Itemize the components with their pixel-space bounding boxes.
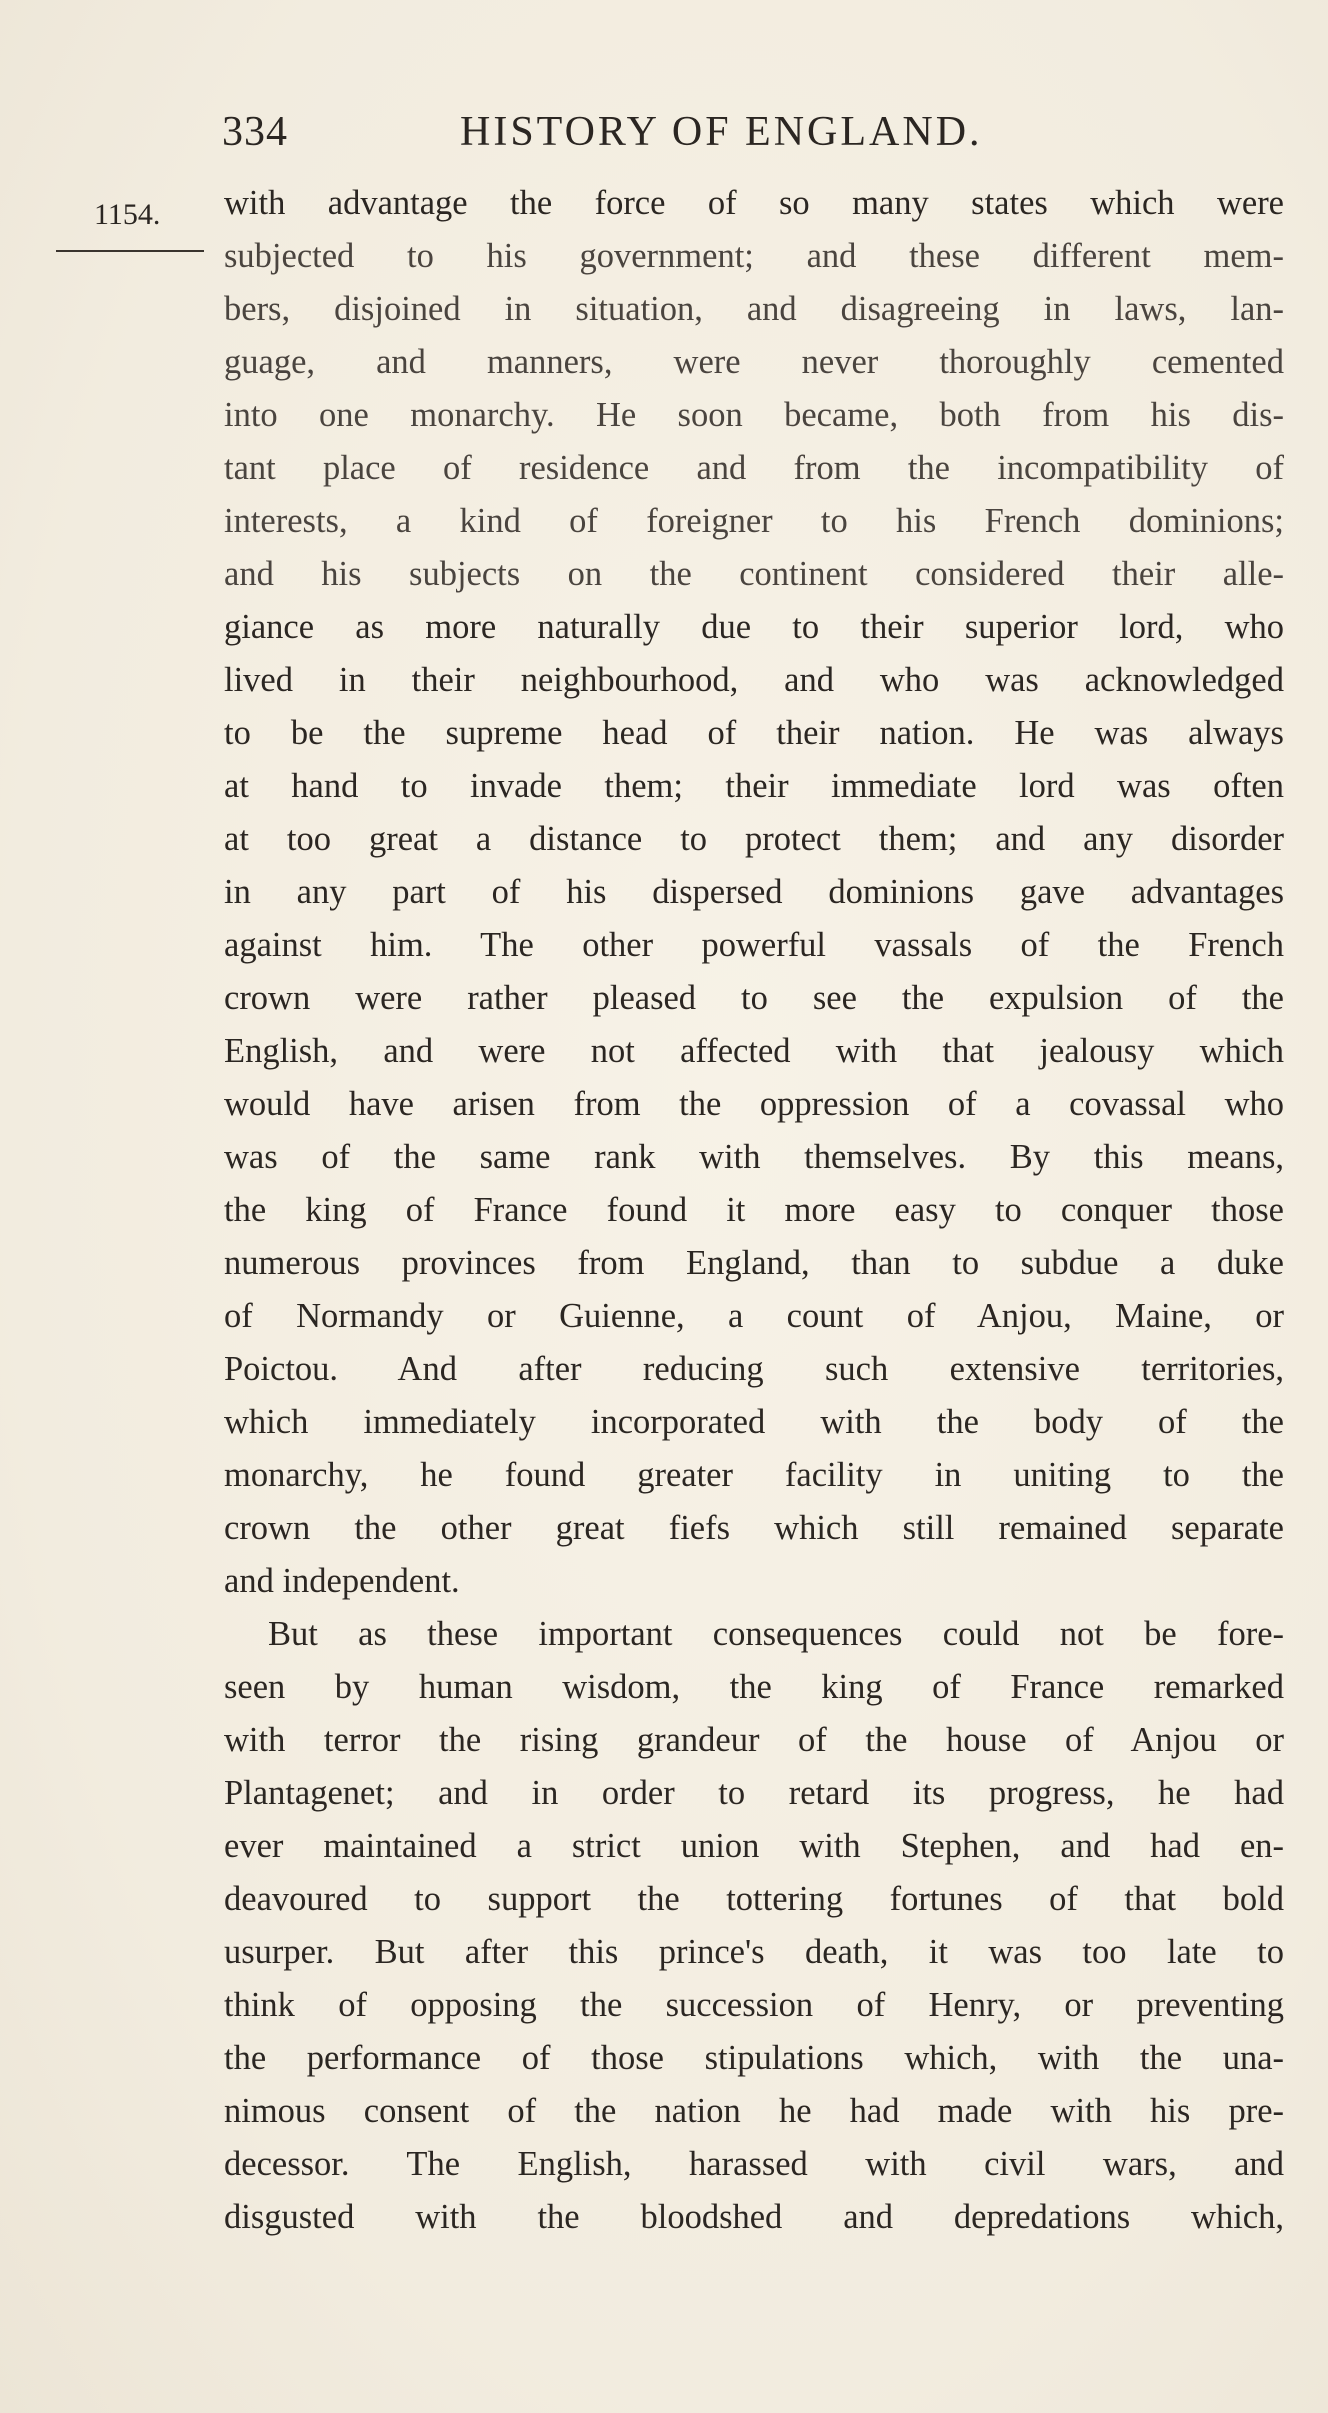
text-line: tant place of residence and from the incompatibility of [224,449,1284,487]
text-line: English, and were not affected with that jealousy which [224,1032,1284,1070]
text-line: interests, a kind of foreigner to his French dominions; [224,502,1284,540]
text-line: giance as more naturally due to their superior lord, who [224,608,1284,646]
text-line: deavoured to support the tottering fortunes of that bold [224,1880,1284,1918]
text-line: crown were rather pleased to see the expulsion of the [224,979,1284,1017]
text-line: think of opposing the succession of Henry, or preventing [224,1986,1284,2024]
margin-rule [56,250,204,252]
text-line: bers, disjoined in situation, and disagreeing in laws, lan- [224,290,1284,328]
text-line: would have arisen from the oppression of a covassal who [224,1085,1284,1123]
text-line: in any part of his dispersed dominions gave advantages [224,873,1284,911]
text-line: to be the supreme head of their nation. He was always [224,714,1284,752]
text-line: the king of France found it more easy to conquer those [224,1191,1284,1229]
text-line: at too great a distance to protect them; and any disorder [224,820,1284,858]
text-line: and independent. [224,1562,460,1600]
text-line: Plantagenet; and in order to retard its progress, he had [224,1774,1284,1812]
text-line: of Normandy or Guienne, a count of Anjou, Maine, or [224,1297,1284,1335]
margin-year-note: 1154. [94,198,161,231]
text-line: with terror the rising grandeur of the house of Anjou or [224,1721,1284,1759]
running-head [222,108,1062,168]
text-line: usurper. But after this prince's death, it was too late to [224,1933,1284,1971]
text-line: subjected to his government; and these different mem- [224,237,1284,275]
text-line: the performance of those stipulations which, with the una- [224,2039,1284,2077]
text-line: guage, and manners, were never thoroughly cemented [224,343,1284,381]
text-line: decessor. The English, harassed with civil wars, and [224,2145,1284,2183]
text-line: Poictou. And after reducing such extensive territories, [224,1350,1284,1388]
text-line: was of the same rank with themselves. By this means, [224,1138,1284,1176]
text-line: disgusted with the bloodshed and depredations which, [224,2198,1284,2236]
text-line: at hand to invade them; their immediate lord was often [224,767,1284,805]
text-line: monarchy, he found greater facility in uniting to the [224,1456,1284,1494]
text-line: with advantage the force of so many states which were [224,184,1284,222]
text-line: seen by human wisdom, the king of France remarked [224,1668,1284,1706]
text-line: But as these important consequences could not be fore- [268,1615,1284,1653]
text-line: nimous consent of the nation he had made with his pre- [224,2092,1284,2130]
text-line: lived in their neighbourhood, and who was acknowledged [224,661,1284,699]
body-text [224,177,1284,2244]
running-title: HISTORY OF ENGLAND. [460,109,983,155]
text-line: and his subjects on the continent considered their alle- [224,555,1284,593]
text-line: crown the other great fiefs which still remained separate [224,1509,1284,1547]
text-line: ever maintained a strict union with Stephen, and had en- [224,1827,1284,1865]
text-line: against him. The other powerful vassals of the French [224,926,1284,964]
text-line: numerous provinces from England, than to subdue a duke [224,1244,1284,1282]
text-line: which immediately incorporated with the body of the [224,1403,1284,1441]
page-number: 334 [222,109,288,155]
text-line: into one monarchy. He soon became, both from his dis- [224,396,1284,434]
